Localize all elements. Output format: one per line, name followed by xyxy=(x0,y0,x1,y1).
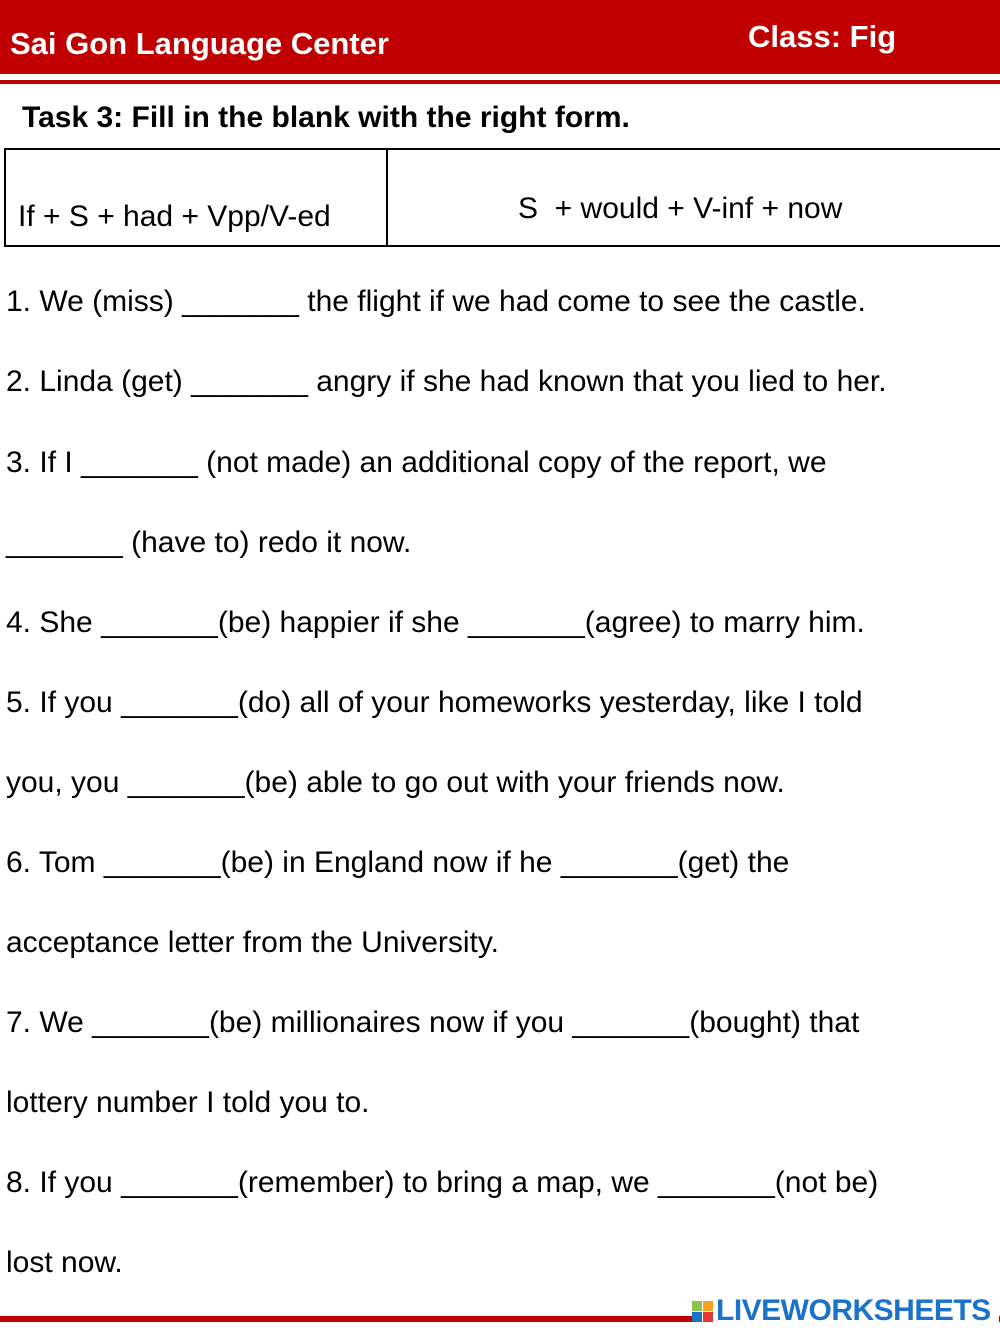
exercise-line: 1. We (miss) _______ the flight if we had come to see the castle. xyxy=(6,285,866,318)
exercise-line: 8. If you _______(remember) to bring a map, we _______(not be) xyxy=(6,1166,879,1199)
center-name: Sai Gon Language Center xyxy=(10,26,389,61)
exercise-line: you, you _______(be) able to go out with your friends now. xyxy=(6,766,785,799)
class-label: Class: Fig xyxy=(748,19,897,54)
exercise-line: 6. Tom _______(be) in England now if he _______(get) the xyxy=(6,846,790,879)
formula-if-clause: If + S + had + Vpp/V-ed xyxy=(18,200,331,233)
formula-main-clause: S + would + V-inf + now xyxy=(518,192,843,225)
exercise-line: lost now. xyxy=(6,1246,123,1279)
task-title: Task 3: Fill in the blank with the right form. xyxy=(22,101,630,134)
formula-divider xyxy=(386,150,388,245)
liveworksheets-logo xyxy=(692,1294,999,1328)
exercise-line: _______ (have to) redo it now. xyxy=(6,526,412,559)
header-divider xyxy=(0,80,1000,84)
liveworksheets-logo-icon xyxy=(692,1301,713,1322)
exercise-line: acceptance letter from the University. xyxy=(6,926,499,959)
logo-text: LIVEWORKSHEETS xyxy=(716,1294,991,1327)
exercise-line: 5. If you _______(do) all of your homeworks yesterday, like I told xyxy=(6,686,863,719)
exercise-line: 4. She _______(be) happier if she _______(agree) to marry him. xyxy=(6,606,865,639)
exercise-line: lottery number I told you to. xyxy=(6,1086,370,1119)
exercise-line: 2. Linda (get) _______ angry if she had known that you lied to her. xyxy=(6,365,887,398)
exercise-line: 3. If I _______ (not made) an additional copy of the report, we xyxy=(6,446,827,479)
exercise-line: 7. We _______(be) millionaires now if you _______(bought) that xyxy=(6,1006,860,1039)
formula-table xyxy=(4,148,1000,247)
